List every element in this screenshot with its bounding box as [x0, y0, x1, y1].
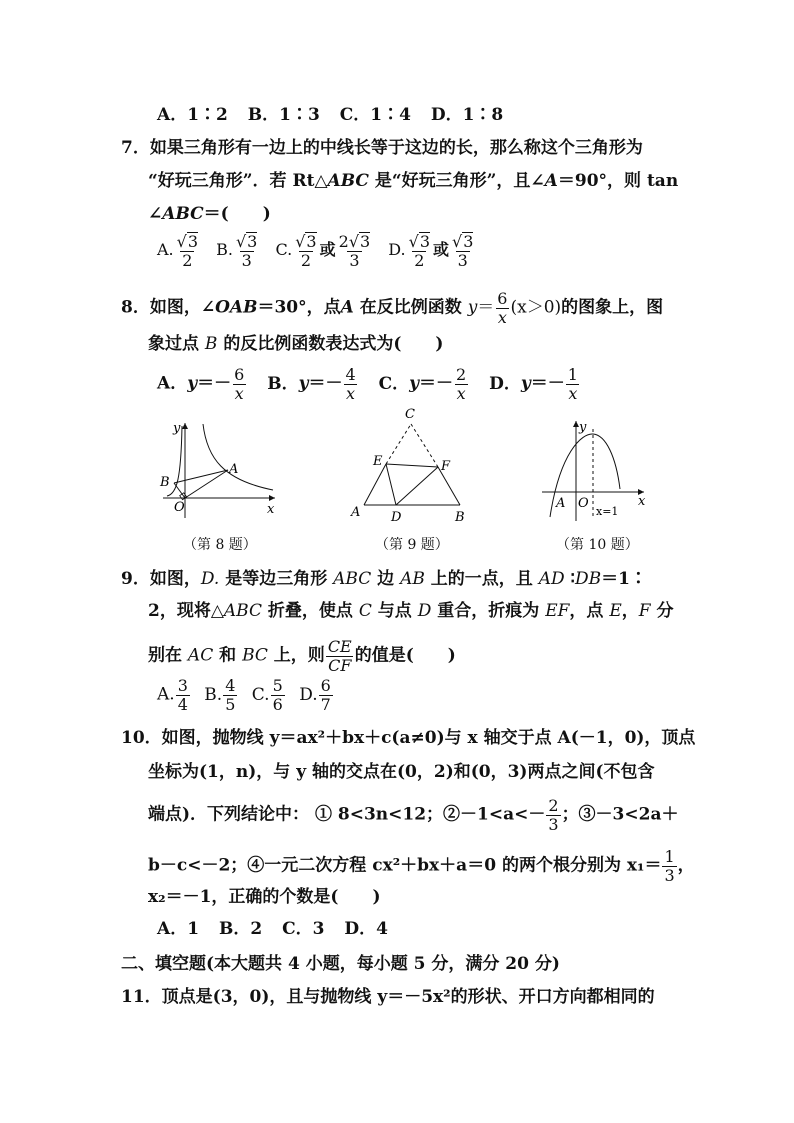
q10-frac-two-thirds: [546, 797, 560, 833]
q10-text: ；③－3<2a＋: [561, 804, 679, 825]
numerator: 4: [225, 676, 236, 695]
denominator: 3: [548, 814, 559, 834]
label-o: O: [174, 500, 185, 515]
radical-sign: √: [235, 232, 247, 251]
denominator: 6: [272, 694, 283, 714]
coef: 2: [338, 232, 349, 251]
q9-line2: [148, 600, 673, 622]
label-x-equals-1: x=1: [596, 505, 619, 518]
q7-text: ＝90°，则 tan: [557, 171, 679, 191]
q9-options: [157, 677, 334, 713]
label-b: B: [160, 475, 170, 490]
q7-var: ABC: [162, 204, 204, 224]
q8-condition: (x＞0): [510, 297, 562, 318]
q9-option-b-label: B.: [204, 684, 223, 705]
figure-9: [345, 404, 475, 529]
q9-text: 重合，折痕为: [431, 601, 546, 621]
q9-text: 2，现将△: [148, 601, 224, 621]
q9-ratio-frac: [326, 638, 354, 674]
q10-text: ，: [677, 855, 695, 876]
q8-line1: [121, 290, 663, 326]
sqrt-3: 3: [360, 232, 371, 251]
sqrt-3: 3: [187, 232, 199, 251]
q9-frac-d: [319, 677, 333, 713]
numerator: 2: [548, 796, 559, 815]
radical-sign: √: [176, 232, 187, 251]
q9-var: EF: [545, 601, 570, 621]
q7-text: 如果三角形有一边上的中线长等于这边的长，那么称这个三角形为: [149, 138, 643, 158]
q8-var: B: [204, 334, 218, 354]
q9-var: ABC: [333, 569, 372, 589]
q7-line2: [148, 170, 678, 192]
q10-line1: [121, 727, 695, 749]
q7-frac-a: [175, 232, 200, 269]
q7-or: 或: [433, 240, 450, 260]
q9-var: D: [417, 601, 432, 621]
q7-frac-c2: [337, 232, 373, 269]
q9-frac-c: [271, 677, 285, 713]
q8-eq: ＝－: [530, 373, 565, 394]
figure-8: [155, 418, 285, 523]
denominator: x: [234, 383, 244, 403]
sqrt-3: 3: [247, 232, 258, 251]
q9-line3: [148, 638, 456, 674]
q8-line2: [148, 333, 443, 355]
denominator: 5: [225, 694, 236, 714]
crease-ef: [386, 464, 438, 467]
sqrt-3: 3: [419, 232, 431, 251]
radical-sign: √: [348, 232, 360, 251]
segment-ab: [174, 470, 228, 483]
q9-var: E: [609, 601, 622, 621]
denominator: x: [346, 383, 356, 403]
q9-text: ，点: [569, 601, 610, 621]
q10-line4: [148, 848, 695, 884]
section-2-heading: 二、填空题(本大题共 4 小题，每小题 5 分，满分 20 分): [121, 954, 560, 974]
q8-eq: ＝－: [197, 373, 232, 394]
q9-var: AC: [187, 645, 214, 666]
q6-option-b: B．1∶3: [247, 105, 320, 125]
q9-frac-b: [223, 677, 237, 713]
label-f: F: [441, 459, 451, 474]
q8-text: 的图象上，图: [561, 297, 664, 318]
q9-line1: [121, 568, 647, 590]
q8-text: 如图，∠: [149, 297, 216, 318]
q10-options: [157, 918, 402, 940]
q8-option-c-label: C．: [378, 373, 410, 394]
q8-option-b-label: B．: [267, 373, 299, 394]
q10-text: 坐标为(1，n)，与 y 轴的交点在(0，2)和(0，3)两点之间(不包含: [148, 762, 655, 782]
q9-var: BC: [242, 645, 268, 666]
q9-text: 上的一点，且: [424, 569, 539, 589]
numerator: 5: [272, 676, 283, 695]
label-d: D: [391, 510, 402, 525]
q7-option-d-label: D.: [388, 240, 406, 260]
sqrt-3: 3: [463, 232, 474, 251]
q7-frac-c1: [293, 232, 318, 269]
q9-text: 如图，: [149, 569, 201, 589]
q6-option-c: C．1∶4: [339, 105, 411, 125]
y-axis-arrow: [182, 423, 188, 429]
q9-text: ，: [621, 601, 639, 621]
radical-sign: √: [452, 232, 463, 251]
radical-sign: √: [295, 232, 306, 251]
numerator: 6: [234, 365, 245, 384]
q8-frac-b: [343, 366, 357, 402]
denominator: 3: [457, 250, 468, 270]
q8-var: y: [409, 373, 419, 394]
q8-eq: ＝－: [419, 373, 453, 394]
q10-line2: [148, 761, 655, 783]
figure-10-caption: （第 10 题）: [556, 537, 639, 553]
q10-option-d: D．4: [344, 919, 388, 939]
denominator: 2: [300, 250, 311, 270]
label-a: A: [351, 505, 361, 520]
q8-var: A: [340, 297, 354, 318]
q7-or: 或: [319, 240, 336, 260]
q8-eq: ＝: [477, 297, 495, 318]
numerator: CE: [327, 637, 352, 656]
sqrt-3: 3: [306, 232, 317, 251]
q10-text: x₂＝－1，正确的个数是( ): [148, 887, 381, 907]
numerator: 2: [456, 365, 467, 384]
q7-frac-d2: [450, 232, 475, 269]
q9-var: C: [358, 601, 372, 621]
denominator: CF: [328, 655, 352, 675]
q10-option-a: A．1: [157, 919, 200, 939]
denominator: x: [497, 307, 507, 327]
q7-options: [157, 232, 476, 269]
q8-text: 象过点: [148, 334, 205, 354]
q7-line1: [121, 137, 643, 159]
label-y: y: [173, 421, 181, 436]
segment-ed: [386, 464, 396, 505]
label-x: x: [638, 494, 646, 509]
numerator: 4: [345, 365, 356, 384]
q9-option-a-label: A.: [157, 684, 175, 705]
q9-var: ABC: [223, 601, 262, 621]
q10-text: 端点)．下列结论中： ① 8<3n<12；②－1<a<－: [148, 804, 546, 825]
q7-text: 是“好玩三角形”，且∠: [368, 171, 545, 191]
segment-df: [396, 467, 438, 505]
segment-oa: [185, 470, 228, 498]
q8-eq: ＝－: [308, 373, 343, 394]
q10-text: 如图，抛物线 y＝ax²＋bx＋c(a≠0)与 x 轴交于点 A(－1，0)，顶点: [161, 728, 696, 748]
q7-var: A: [544, 171, 558, 191]
denominator: x: [568, 383, 578, 403]
q6-option-a: A．1∶2: [157, 105, 228, 125]
q9-text: 别在: [148, 645, 188, 666]
q7-text: ∠: [148, 204, 163, 224]
q9-text: ＝1∶: [601, 569, 647, 589]
q7-frac-d1: [407, 232, 432, 269]
q11-line1: 11．顶点是(3，0)，且与抛物线 y＝－5x²的形状、开口方向都相同的: [121, 987, 655, 1007]
q8-text: 的反比例函数表达式为( ): [217, 334, 444, 354]
q8-text: 在反比例函数: [353, 297, 468, 318]
label-a: A: [556, 496, 566, 511]
numerator: 6: [497, 289, 508, 308]
denominator: x: [456, 383, 466, 403]
q9-option-d-label: D.: [299, 684, 318, 705]
q9-var: DB: [574, 569, 602, 589]
curve-first-quadrant: [203, 424, 273, 490]
denominator: 2: [414, 250, 425, 270]
figure-8-caption: （第 8 题）: [183, 537, 257, 553]
side-ec-dashed: [386, 424, 411, 464]
q8-frac-c: [454, 366, 468, 402]
q9-text: 与点: [371, 601, 418, 621]
q9-text: 边: [371, 569, 401, 589]
denominator: 7: [320, 694, 331, 714]
denominator: 2: [182, 250, 193, 270]
q7-number: 7．: [121, 138, 150, 158]
q8-var: y: [298, 373, 309, 394]
numerator: 3: [177, 676, 188, 695]
q8-var: y: [467, 297, 478, 318]
label-a: A: [229, 462, 239, 477]
side-ae: [364, 464, 386, 505]
q9-var: AD: [538, 569, 565, 589]
numerator: 1: [664, 847, 675, 866]
radical-sign: √: [408, 232, 419, 251]
label-b: B: [455, 510, 465, 525]
q8-var: y: [187, 373, 198, 394]
q8-option-d-label: D．: [489, 373, 521, 394]
q9-text: 折叠，使点: [262, 601, 359, 621]
q9-option-c-label: C.: [251, 684, 270, 705]
x-axis-arrow: [269, 495, 275, 501]
numerator: 6: [320, 676, 331, 695]
q9-text: ∶: [564, 569, 575, 589]
label-o: O: [578, 496, 589, 511]
q9-var: D.: [200, 569, 220, 589]
label-x: x: [267, 502, 275, 517]
denominator: 3: [349, 250, 360, 270]
q8-options: [157, 366, 581, 402]
q9-var: F: [638, 601, 651, 621]
q7-var: ABC: [327, 171, 369, 191]
q10-frac-one-third: [662, 848, 676, 884]
q8-frac-d: [566, 366, 580, 402]
q10-line5: [148, 886, 381, 908]
q9-text: 上，则: [267, 645, 325, 666]
q10-line3: [148, 797, 678, 833]
q8-func-frac: [495, 290, 509, 326]
q8-number: 8．: [121, 297, 150, 318]
q10-number: 10．: [121, 728, 162, 748]
numerator: 1: [567, 365, 578, 384]
q8-frac-a: [232, 366, 246, 402]
q7-line3: [148, 203, 271, 225]
q10-text: b－c<－2；④一元二次方程 cx²＋bx＋a＝0 的两个根分别为 x₁＝: [148, 855, 662, 876]
q7-option-c-label: C.: [275, 240, 293, 260]
figure-9-caption: （第 9 题）: [375, 537, 449, 553]
q9-number: 9．: [121, 569, 150, 589]
q8-text: ＝30°，点: [257, 297, 341, 318]
denominator: 3: [664, 865, 675, 885]
q7-text: “好玩三角形”．若 Rt△: [148, 171, 328, 191]
q9-var: AB: [400, 569, 425, 589]
figure-10: [538, 417, 653, 527]
q10-option-c: C．3: [282, 919, 325, 939]
q9-text: 和: [213, 645, 243, 666]
q9-text: 是等边三角形: [219, 569, 334, 589]
q7-option-b-label: B.: [216, 240, 233, 260]
q10-option-b: B．2: [218, 919, 263, 939]
q7-frac-b: [234, 232, 259, 269]
label-e: E: [373, 454, 383, 469]
denominator: 4: [177, 694, 188, 714]
q9-text: 分: [650, 601, 674, 621]
side-cf-dashed: [411, 424, 438, 467]
q7-option-a-label: A.: [157, 240, 174, 260]
q6-option-d: D．1∶8: [430, 105, 504, 125]
q7-text: ＝( ): [203, 204, 271, 224]
q9-frac-a: [176, 677, 190, 713]
q8-option-a-label: A．: [157, 373, 188, 394]
q8-var: y: [520, 373, 531, 394]
q9-text: 的值是( ): [354, 645, 456, 666]
q8-var: OAB: [215, 297, 258, 318]
denominator: 3: [241, 250, 252, 270]
q6-options: [157, 104, 517, 126]
label-c: C: [405, 407, 415, 422]
label-y: y: [579, 420, 587, 435]
